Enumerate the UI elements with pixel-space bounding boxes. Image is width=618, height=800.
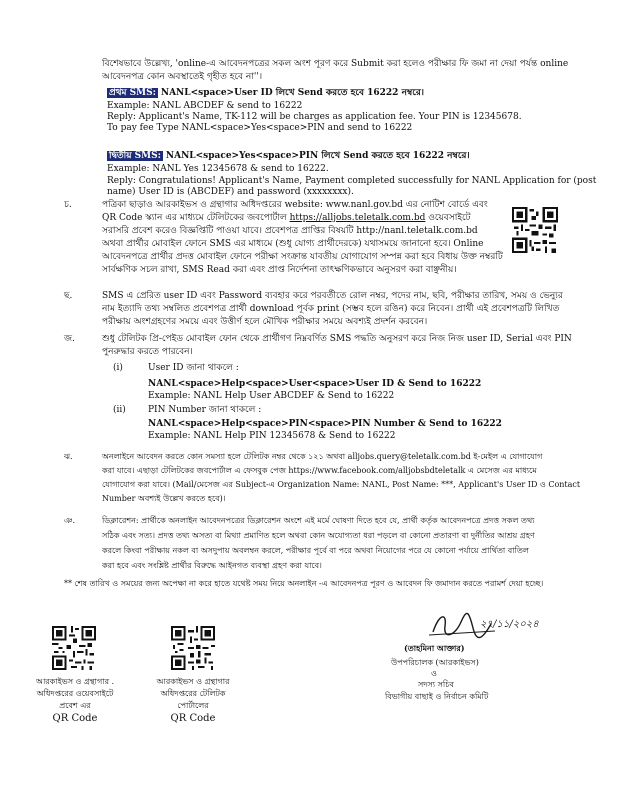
item-cha-line-3: সরাসরি প্রবেশ করেও বিজ্ঞপ্তিটি পাওয়া যাবে। প্রবেশপত্র প্রাপ্তির বিষয়টি http://nanl.teletalk.com.bd: [102, 226, 478, 236]
signatory-name: (তাহমিনা আক্তার): [404, 643, 465, 653]
item-chha-line-3: পরীক্ষায় অংশগ্রহণের সময়ে এবং উত্তীর্ণ হলে মৌখিক পরীক্ষার সময়ে অবশ্যই প্রদর্শন করবেন।: [102, 317, 428, 327]
ja-sub1-title: User ID জানা থাকলে :: [148, 363, 239, 373]
item-nya-line-1: ডিক্লারেশন: প্রার্থীকে অনলাইন আবেদনপত্রের ডিক্লারেশন অংশে এই মর্মে ঘোষণা দিতে হবে যে, প্রার্থী কর্তৃক আবেদনপত্রে প্রদত্ত সকল তথ্য: [102, 516, 535, 525]
signatory-role: সদস্য সচিব: [418, 680, 454, 689]
qr1-caption-3: প্রবেশ এর: [59, 701, 91, 710]
qr1-caption-4: QR Code: [52, 713, 98, 724]
item-nya-line-4: করা হবে এবং সংশ্লিষ্ট প্রার্থীর বিরুদ্ধে আইনগত ব্যবস্থা গ্রহণ করা যাবে।: [102, 561, 322, 570]
item-nya-line-3: করলে কিংবা পরীক্ষায় নকল বা অসদুপায় অবলম্বন করলে, পরীক্ষার পূর্বে বা পরে অথবা নিয়োগের পরে যে কোনো পর্যায়ে প্রার্থিতা বাতিল: [102, 546, 529, 555]
qr2-caption-4: QR Code: [170, 713, 216, 724]
ja-sub1-command: NANL<space>Help<space>User<space>User ID & Send to 16222: [148, 379, 482, 389]
sms2-reply-2: name) User ID is (ABCDEF) and password (xxxxxxxx).: [107, 187, 354, 197]
qr2-caption-1: আরকাইভস ও গ্রন্থাগার: [156, 677, 230, 686]
item-chha-marker: ছ.: [64, 291, 73, 301]
item-cha-line-2a: QR Code স্ক্যান এর মাধ্যমে টেলিটকের জবপোর্টাল: [102, 213, 287, 223]
item-nya-marker: ঞ.: [64, 516, 75, 525]
item-chha-line-1: SMS এ প্রেরিত user ID এবং Password ব্যবহার করে পরবর্তীতে রোল নম্বর, পদের নাম, ছবি, পরীক্ষার তারিখ, সময় ও ভেন্যুর: [102, 291, 563, 301]
ja-sub1-marker: (i): [113, 363, 123, 373]
alljobs-portal-link[interactable]: https://alljobs.teletalk.com.bd: [289, 213, 426, 223]
ja-sub2-marker: (ii): [113, 405, 126, 415]
item-jha-line-1: অনলাইনে আবেদন করতে কোন সমস্যা হলে টেলিটক নম্বর থেকে ১২১ অথবা alljobs.query@teletalk.com.bd ই-মেইল এ যোগাযোগ: [102, 452, 543, 461]
sms2-reply-1: Reply: Congratulations! Applicant's Name, Payment completed successfully for NANL Application for (post: [107, 176, 597, 186]
sms2-badge: দ্বিতীয় SMS:: [109, 151, 161, 161]
signature-date: ২৭/১১/২০২৪: [480, 619, 539, 630]
ja-sub1-example: Example: NANL Help User ABCDEF & Send to 16222: [148, 391, 395, 401]
item-cha-line-1: পত্রিকা ছাড়াও আরকাইভস ও গ্রন্থাগার অধিদপ্তরের website: www.nanl.gov.bd এর নোটিশ বোর্ডে এবং: [102, 200, 488, 210]
sms2-command: NANL<space>Yes<space>PIN লিখে Send করতে হবে 16222 নম্বরে।: [165, 151, 470, 161]
sms1-line: [107, 87, 424, 99]
intro-line-2: আবেদনপত্র কোন অবস্থাতেই গৃহীত হবে না''।: [102, 72, 263, 82]
qr1-caption-2: অধিদপ্তরের ওয়েবসাইটে: [36, 689, 114, 698]
item-chha-line-2: নাম ইত্যাদি তথ্য সম্বলিত প্রবেশপত্র প্রার্থী download পূর্বক print (সম্ভব হলে রঙিন) করে নিবেন। প্রার্থী এই প্রবেশপত্রটি লিখিত: [102, 304, 560, 314]
item-ja-line-2: পুনরুদ্ধার করতে পারবেন।: [102, 347, 193, 357]
ja-sub2-title: PIN Number জানা থাকলে :: [148, 405, 262, 415]
sms1-command: NANL<space>User ID লিখে Send করতে হবে 16222 নম্বরে।: [160, 88, 425, 98]
qr-code-icon: [512, 207, 558, 253]
qr-code-portal[interactable]: [512, 207, 558, 253]
qr-code-icon: [52, 626, 96, 670]
qr-code-website[interactable]: [52, 626, 96, 670]
footnote: ** শেষ তারিখ ও সময়ের জন্য অপেক্ষা না করে হাতে যথেষ্ট সময় নিয়ে অনলাইন -এ আবেদনপত্র পূরণ ও আবেদন ফি জমাদান করতে পরামর্শ দেয়া হচ্ছে।: [64, 579, 544, 588]
item-jha-line-3: যোগাযোগ করা যাবে। (Mail/মেসেজ এর Subject-এ Organization Name: NANL, Post Name: ***, Applicant's User ID ও Contact: [102, 480, 581, 489]
item-cha-line-2: [102, 212, 471, 224]
item-ja-line-1: শুধু টেলিটক প্রি-পেইড মোবাইল ফোন থেকে প্রার্থীগণ নিম্নবর্ণিত SMS পদ্ধতি অনুসরণ করে নিজ নিজ user ID, Serial এবং PIN: [102, 334, 572, 344]
item-jha-line-2: করা যাবে। এছাড়া টেলিটকের জবপোর্টাল এ ফেসবুক পেজ https://www.facebook.com/alljobsbdteletalk এ মেসেজ এর মাধ্যমে: [102, 466, 537, 475]
ja-sub2-command: NANL<space>Help<space>PIN<space>PIN Number & Send to 16222: [148, 419, 502, 429]
qr1-caption-1: আরকাইভস ও গ্রন্থাগার .: [35, 677, 115, 686]
item-cha-line-4: অথবা প্রার্থীর মোবাইল ফোনে SMS এর মাধ্যমে (শুধু যোগ্য প্রার্থীদেরকে) যথাসময়ে জানানো হবে। Online: [102, 239, 484, 249]
sms1-pay: To pay fee Type NANL<space>Yes<space>PIN and send to 16222: [107, 123, 413, 133]
ja-sub2-example: Example: NANL Help PIN 12345678 & Send to 16222: [148, 431, 396, 441]
signatory-title: উপপরিচালক (আরকাইভস): [391, 658, 479, 667]
qr-code-icon: [171, 626, 215, 670]
sms1-example: Example: NANL ABCDEF & send to 16222: [107, 101, 303, 111]
item-cha-line-2b: ওয়েবসাইটে: [428, 213, 471, 223]
sms2-line: [107, 150, 470, 162]
item-jha-marker: ঝ.: [64, 452, 73, 461]
sms2-example: Example: NANL Yes 12345678 & send to 16222.: [107, 164, 329, 174]
sms1-badge: প্রথম SMS:: [109, 88, 156, 98]
item-nya-line-2: সঠিক এবং সত্য। প্রদত্ত তথ্য অসত্য বা মিথ্যা প্রমাণিত হলে অথবা কোন অযোগ্যতা ধরা পড়লে বা কোনো প্রতারণা বা দুর্নীতির আশ্রয় গ্রহণ: [102, 531, 535, 540]
qr2-caption-2: অধিদপ্তরের টেলিটক: [160, 689, 226, 698]
intro-line-1: বিশেষভাবে উল্লেখ্য, 'online-এ আবেদনপত্রের সকল অংশ পূরণ করে Submit করা হলেও পরীক্ষার ফি জমা না দেয়া পর্যন্ত online: [102, 59, 569, 69]
item-jha-line-4: Number অবশ্যই উল্লেখ করতে হবে)।: [102, 494, 226, 503]
signatory-committee: বিভাগীয় বাছাই ও নির্বাচন কমিটি: [385, 692, 489, 701]
item-ja-marker: জ.: [64, 334, 75, 344]
item-cha-marker: চ.: [64, 200, 72, 210]
item-cha-line-6: সার্বক্ষণিক সচল রাখা, SMS Read করা এবং প্রাপ্ত নির্দেশনা তাৎক্ষণিকভাবে অনুসরণ করা বাঞ্ছনীয়।: [102, 265, 457, 275]
item-cha-line-5: আবেদনপত্রে প্রার্থীর প্রদত্ত মোবাইল ফোনে পরীক্ষা সংক্রান্ত যাবতীয় যোগাযোগ সম্পন্ন করা হবে বিধায় উক্ত নম্বরটি: [102, 252, 503, 262]
sms1-reply: Reply: Applicant's Name, TK-112 will be charges as application fee. Your PIN is 12345678.: [107, 112, 522, 122]
signatory-and: ও: [431, 669, 437, 678]
qr-code-teletalk[interactable]: [171, 626, 215, 670]
qr2-caption-3: পোর্টালের: [177, 701, 209, 710]
